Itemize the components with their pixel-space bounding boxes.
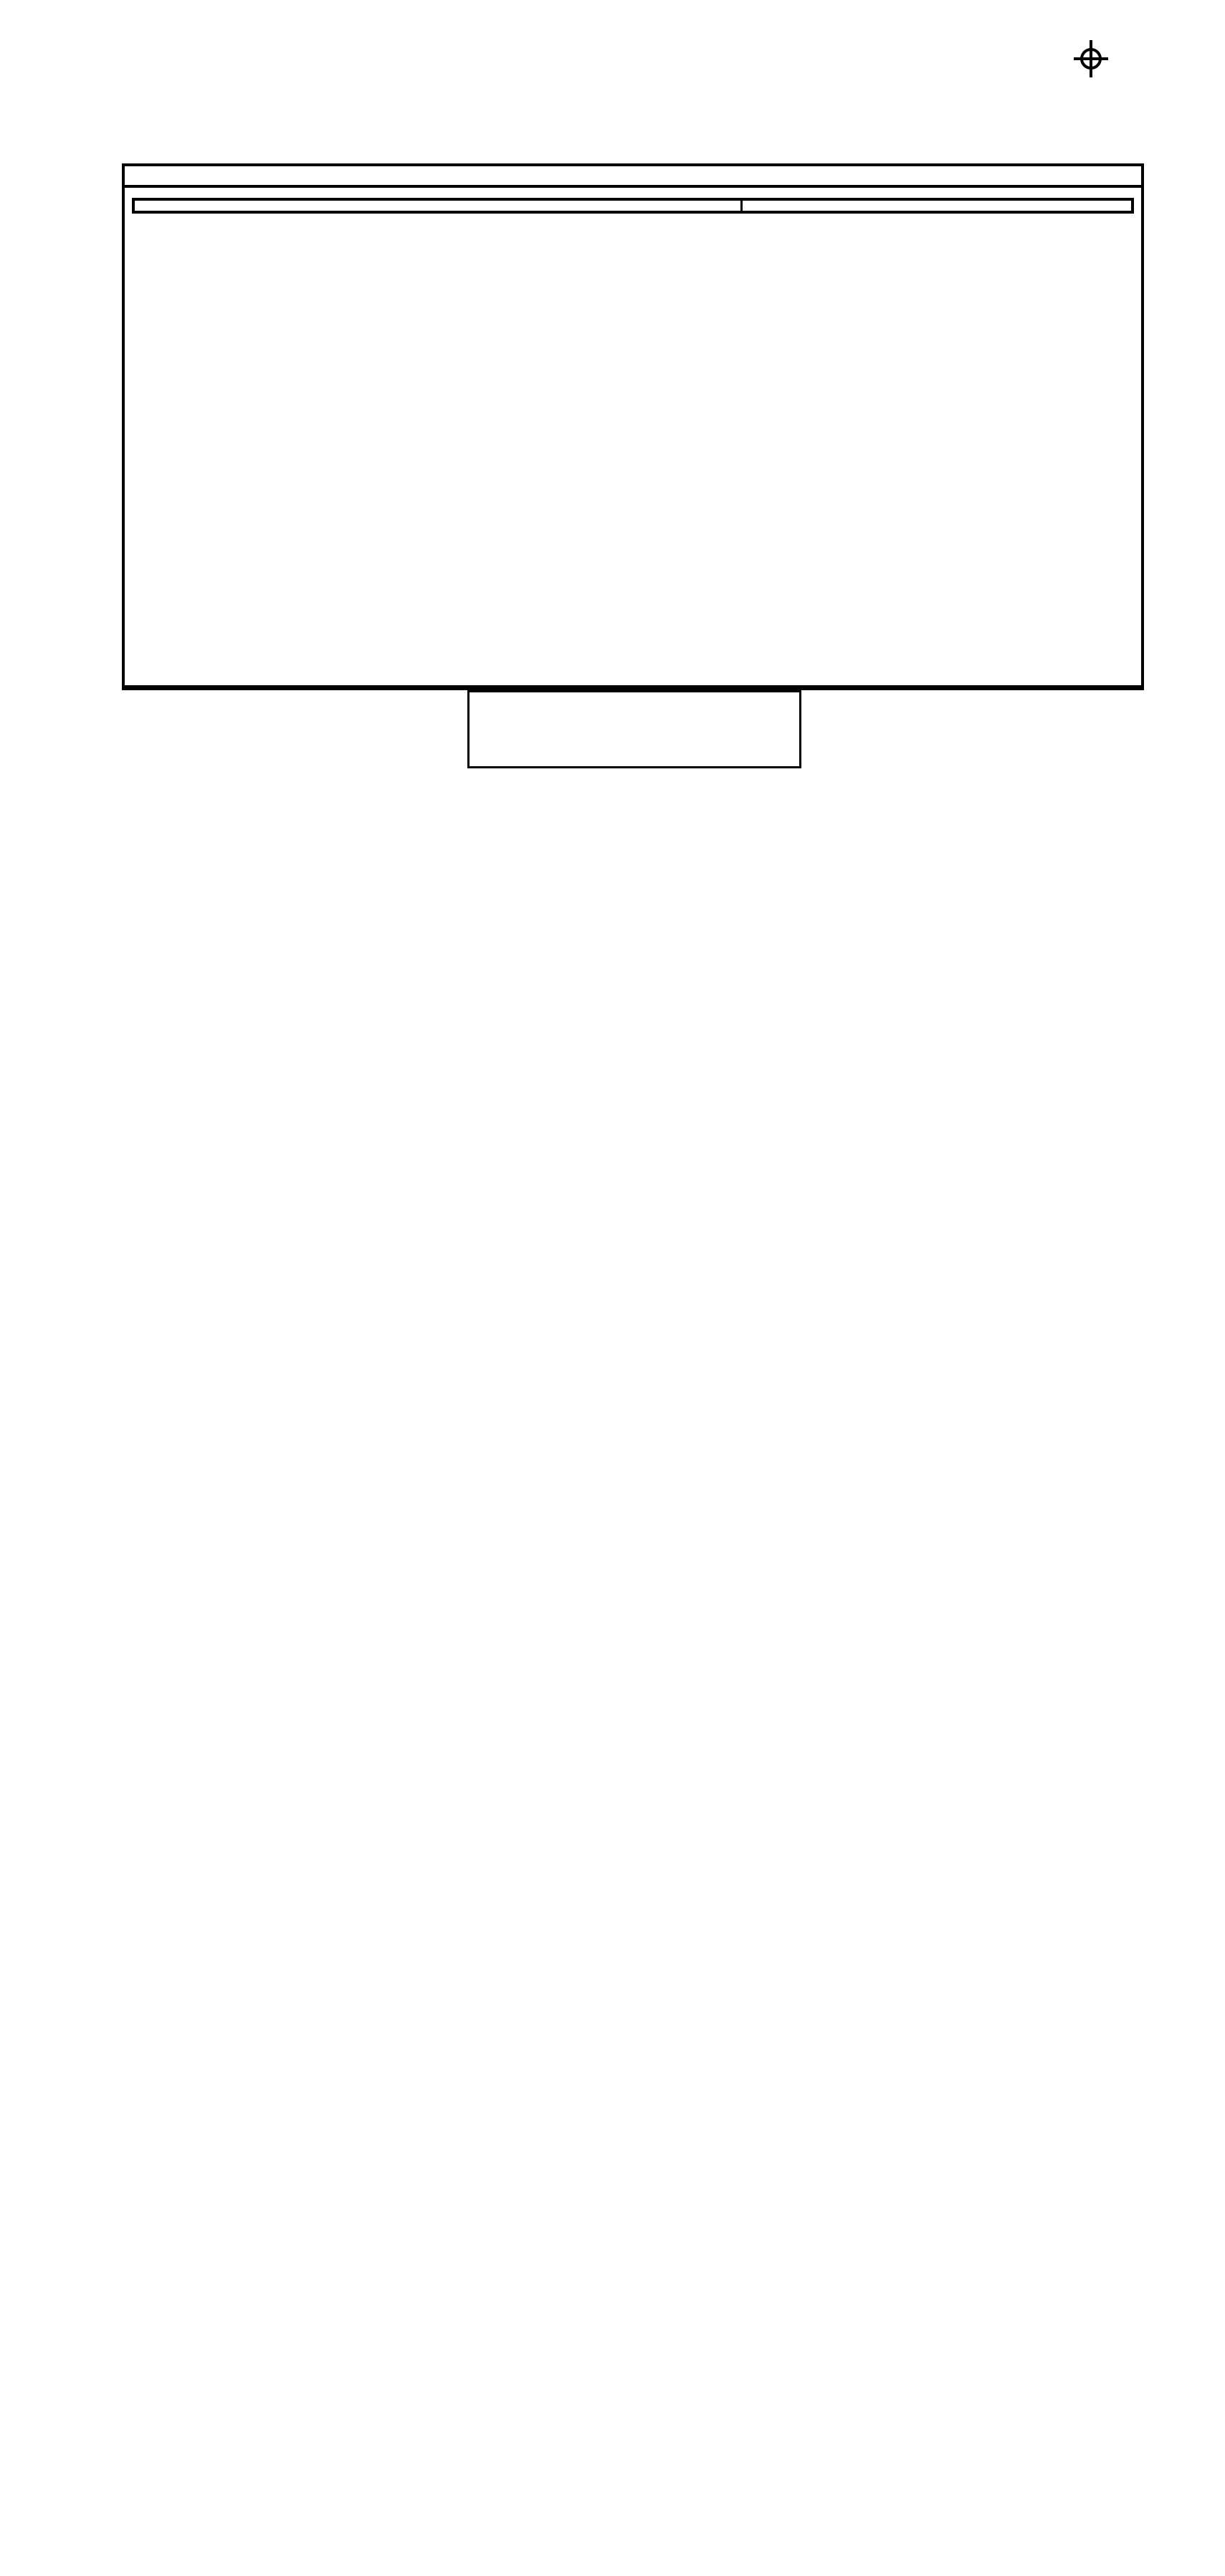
registration-crosshair-icon: [1072, 40, 1110, 81]
warning-cell: [743, 201, 1131, 211]
special-election-header: [467, 690, 801, 768]
county-header: [125, 166, 1141, 188]
ballot-column-middle: [467, 690, 801, 768]
instructions-box: [132, 198, 1134, 214]
section-divider-line: [122, 685, 1144, 690]
ballot-header-section: [122, 163, 1144, 690]
to-vote-cell: [135, 201, 743, 211]
